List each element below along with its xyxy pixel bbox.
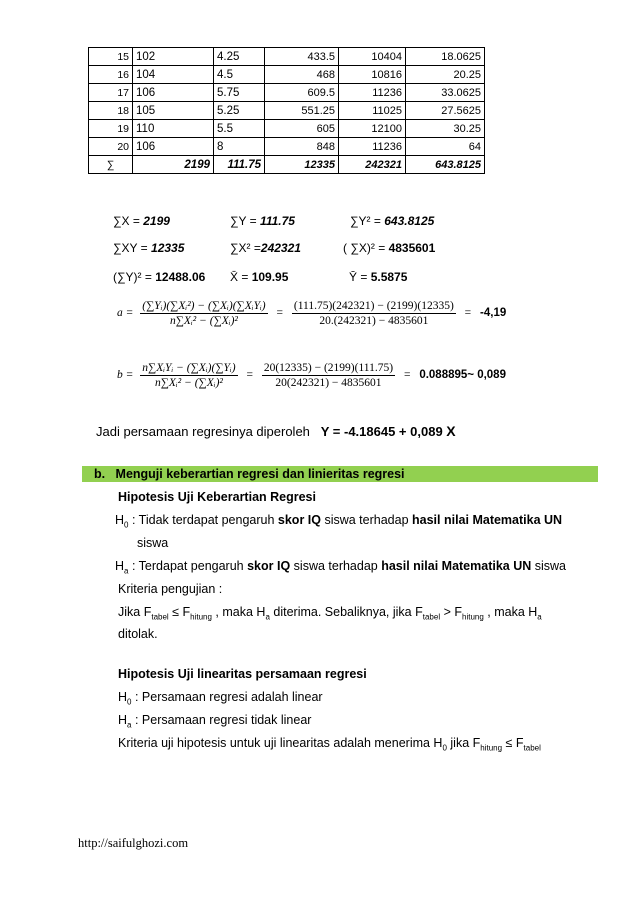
regression-equation: Y = -4.18645 + 0,089 [320, 424, 443, 439]
table-cell-xy: 551.25 [265, 102, 339, 120]
section-b-title: b. Menguji keberartian regresi dan linieritas regresi [94, 467, 405, 481]
data-table [88, 47, 485, 174]
table-row [89, 48, 485, 66]
table-sum-xy: 12335 [265, 156, 339, 174]
table-row [89, 102, 485, 120]
table-cell-y2: 64 [406, 138, 485, 156]
regression-conclusion: Jadi persamaan regresinya diperoleh Y = -4.18645 + 0,089 X [96, 423, 456, 439]
table-sum-no: ∑ [89, 156, 133, 174]
table-cell-no: 20 [89, 138, 133, 156]
hypothesis-h0: $H_0$ : Tidak terdapat pengaruh skor IQ siswa terhadap hasil nilai Matematika UN [115, 513, 563, 530]
formula-b: b = $\frac{\text{n∑XᵢYᵢ − (∑Xᵢ)(∑Yᵢ)}}{\text{n∑Xᵢ² − (∑Xᵢ)²}}$ = $\frac{20(12335) - (2199)(111.75)}{20(242321) - 4835601}$ = 0.088895~ 0,089 [117, 362, 506, 389]
hypothesis-linearity-title: Hipotesis Uji linearitas persamaan regresi [118, 667, 367, 681]
table-row [89, 84, 485, 102]
table-cell-y: 5.75 [214, 84, 265, 102]
table-cell-x2: 11025 [339, 102, 406, 120]
stat-mean-x: X̄ = 109.95 [230, 270, 289, 284]
stat-mean-y: Ȳ = 5.5875 [349, 270, 408, 284]
criteria-label: Kriteria pengujian : [118, 582, 223, 596]
table-cell-x2: 12100 [339, 120, 406, 138]
table-cell-x: 104 [133, 66, 214, 84]
criteria-text: Jika $F_{tabel} \le F_{hitung}$ , maka $H_a$ diterima. Sebaliknya, jika $F_{tabel} > F_{hitung}$ , maka $H_a$ [118, 605, 542, 622]
table-cell-x2: 11236 [339, 84, 406, 102]
table-cell-no: 19 [89, 120, 133, 138]
table-cell-y2: 30.25 [406, 120, 485, 138]
table-sum-y: 111.75 [214, 156, 265, 174]
table-cell-y: 8 [214, 138, 265, 156]
hypothesis-ha: $H_a$ : Terdapat pengaruh skor IQ siswa terhadap hasil nilai Matematika UN siswa [115, 559, 567, 576]
formula-b-result: 0.088895~ 0,089 [419, 369, 506, 382]
table-cell-xy: 433.5 [265, 48, 339, 66]
table-sum-row [89, 156, 485, 174]
table-cell-x: 102 [133, 48, 214, 66]
formula-a-result: -4,19 [480, 307, 507, 320]
stat-sum-y2: ∑Y² = 643.8125 [350, 214, 435, 228]
table-cell-no: 16 [89, 66, 133, 84]
table-cell-y2: 33.0625 [406, 84, 485, 102]
table-cell-y2: 27.5625 [406, 102, 485, 120]
table-sum-x2: 242321 [339, 156, 406, 174]
table-cell-x: 106 [133, 84, 214, 102]
table-cell-x2: 10816 [339, 66, 406, 84]
stat-sum-x2: ∑X² =242321 [230, 241, 301, 255]
table-cell-y: 4.5 [214, 66, 265, 84]
table-cell-y: 5.25 [214, 102, 265, 120]
table-cell-y2: 20.25 [406, 66, 485, 84]
table-cell-y: 5.5 [214, 120, 265, 138]
table-cell-x2: 10404 [339, 48, 406, 66]
table-cell-xy: 609.5 [265, 84, 339, 102]
linearity-ha: $H_a$ : Persamaan regresi tidak linear [118, 713, 312, 730]
linearity-criteria: Kriteria uji hipotesis untuk uji linearitas adalah menerima $H_0$ jika $F_{hitung} \le F_{tabel}$ [118, 736, 541, 753]
table-cell-xy: 468 [265, 66, 339, 84]
table-sum-x: 2199 [133, 156, 214, 174]
table-cell-xy: 848 [265, 138, 339, 156]
table-cell-x: 110 [133, 120, 214, 138]
stat-square-sum-x: ( ∑X)² = 4835601 [343, 241, 436, 255]
table-cell-x: 105 [133, 102, 214, 120]
table-sum-y2: 643.8125 [406, 156, 485, 174]
table-cell-y2: 18.0625 [406, 48, 485, 66]
table-cell-no: 17 [89, 84, 133, 102]
hypothesis-significance-title: Hipotesis Uji Keberartian Regresi [118, 490, 316, 504]
criteria-text-continued: ditolak. [118, 627, 158, 641]
stat-square-sum-y: (∑Y)² = 12488.06 [113, 270, 206, 284]
stat-sum-x: ∑X = 2199 [113, 214, 170, 228]
stat-sum-xy: ∑XY = 12335 [113, 241, 185, 255]
table-cell-no: 18 [89, 102, 133, 120]
table-row [89, 138, 485, 156]
formula-a: a = $\frac{\text{(∑Yᵢ)(∑Xᵢ²) − (∑Xᵢ)(∑XᵢYᵢ)}}{\text{n∑Xᵢ² − (∑Xᵢ)²}}$ = $\frac{(111.75)(242321) - (2199)(12335)}{20.(242321) - 4835601}$ = -4,19 [117, 300, 507, 327]
table-cell-no: 15 [89, 48, 133, 66]
table-cell-xy: 605 [265, 120, 339, 138]
hypothesis-h0-continued: siswa [137, 536, 169, 550]
footer-url[interactable]: http://saifulghozi.com [78, 836, 189, 850]
table-cell-x: 106 [133, 138, 214, 156]
table-cell-x2: 11236 [339, 138, 406, 156]
stat-sum-y: ∑Y = 111.75 [230, 214, 295, 228]
linearity-h0: $H_0$ : Persamaan regresi adalah linear [118, 690, 323, 707]
table-row [89, 120, 485, 138]
table-row [89, 66, 485, 84]
table-cell-y: 4.25 [214, 48, 265, 66]
